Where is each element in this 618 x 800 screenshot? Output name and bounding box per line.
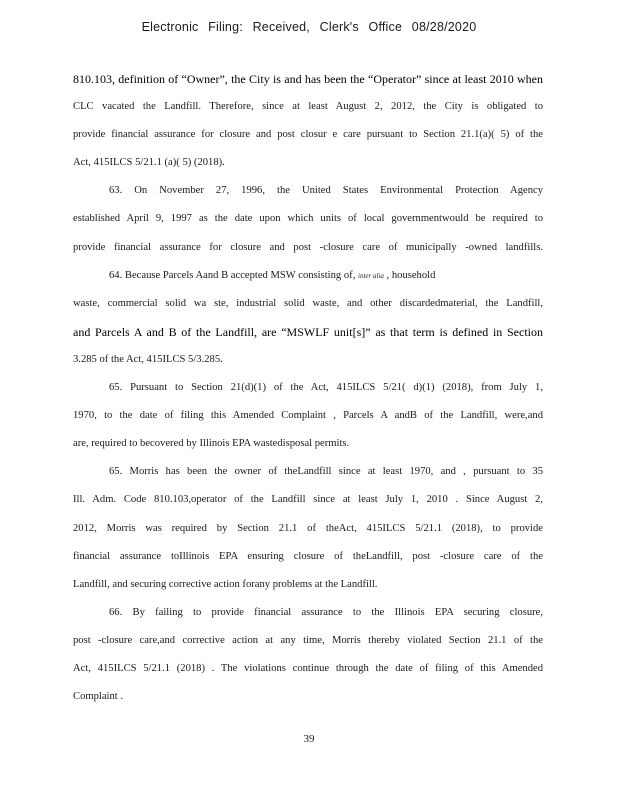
text-line: Act, 415ILCS 5/21.1 (a)( 5) (2018). [73, 157, 225, 169]
paragraph-63-start: 63. On November 27, 1996, the United States Environmental Protection Agency [109, 185, 543, 197]
text-line: 2012, Morris was required by Section 21.1 of theAct, 415ILCS 5/21.1 (2018), to provide [73, 522, 543, 534]
text-line: Landfill, and securing corrective action forany problems at the Landfill. [73, 578, 378, 590]
paragraph-65b-start: 65. Morris has been the owner of theLandfill since at least 1970, and , pursuant to 35 [109, 466, 543, 478]
document-body [73, 70, 543, 716]
text-line: established April 9, 1997 as the date upon which units of local governmentwould be required to [73, 213, 543, 225]
text-line: 810.103, definition of “Owner”, the City is and has been the “Operator” since at least 2010 when [73, 72, 543, 86]
text-line: post -closure care,and corrective action at any time, Morris thereby violated Section 21.1 of the [73, 634, 543, 646]
text-line: 1970, to the date of filing this Amended Complaint , Parcels A andB of the Landfill, were,and [73, 410, 543, 422]
latin-phrase: inter alia [358, 271, 384, 280]
text-line: and Parcels A and B of the Landfill, are “MSWLF unit[s]” as that term is defined in Section [73, 324, 543, 339]
text-line: provide financial assurance for closure and post closur e care pursuant to Section 21.1(a)( 5) of the [73, 129, 543, 141]
text-line: waste, commercial solid wa ste, industrial solid waste, and other discardedmaterial, the Landfill, [73, 297, 543, 309]
text-line: are, required to becovered by Illinois EPA wastedisposal permits. [73, 438, 350, 450]
text-line: CLC vacated the Landfill. Therefore, since at least August 2, 2012, the City is obligated to [73, 101, 543, 113]
paragraph-65-start: 65. Pursuant to Section 21(d)(1) of the Act, 415ILCS 5/21( d)(1) (2018), from July 1, [109, 382, 543, 394]
paragraph-64-start [73, 267, 543, 295]
text-line: financial assurance toIllinois EPA ensuring closure of theLandfill, post -closure care of the [73, 550, 543, 562]
paragraph-66-start: 66. By failing to provide financial assurance to the Illinois EPA securing closure, [109, 606, 543, 618]
text-segment: , household [386, 269, 436, 281]
text-line: Complaint . [73, 691, 124, 703]
text-line: provide financial assurance for closure and post -closure care of municipally -owned landfills. [73, 241, 543, 253]
filing-stamp-header: Electronic Filing: Received, Clerk's Office 08/28/2020 [141, 20, 477, 34]
text-line: Ill. Adm. Code 810.103,operator of the Landfill since at least July 1, 2010 . Since August 2, [73, 494, 543, 506]
text-line: 3.285 of the Act, 415ILCS 5/3.285. [73, 353, 223, 365]
text-segment: 64. Because Parcels Aand B accepted MSW consisting of, [109, 269, 356, 281]
text-line: Act, 415ILCS 5/21.1 (2018) . The violations continue through the date of filing of this Amended [73, 662, 543, 674]
page-number: 39 [303, 733, 315, 745]
